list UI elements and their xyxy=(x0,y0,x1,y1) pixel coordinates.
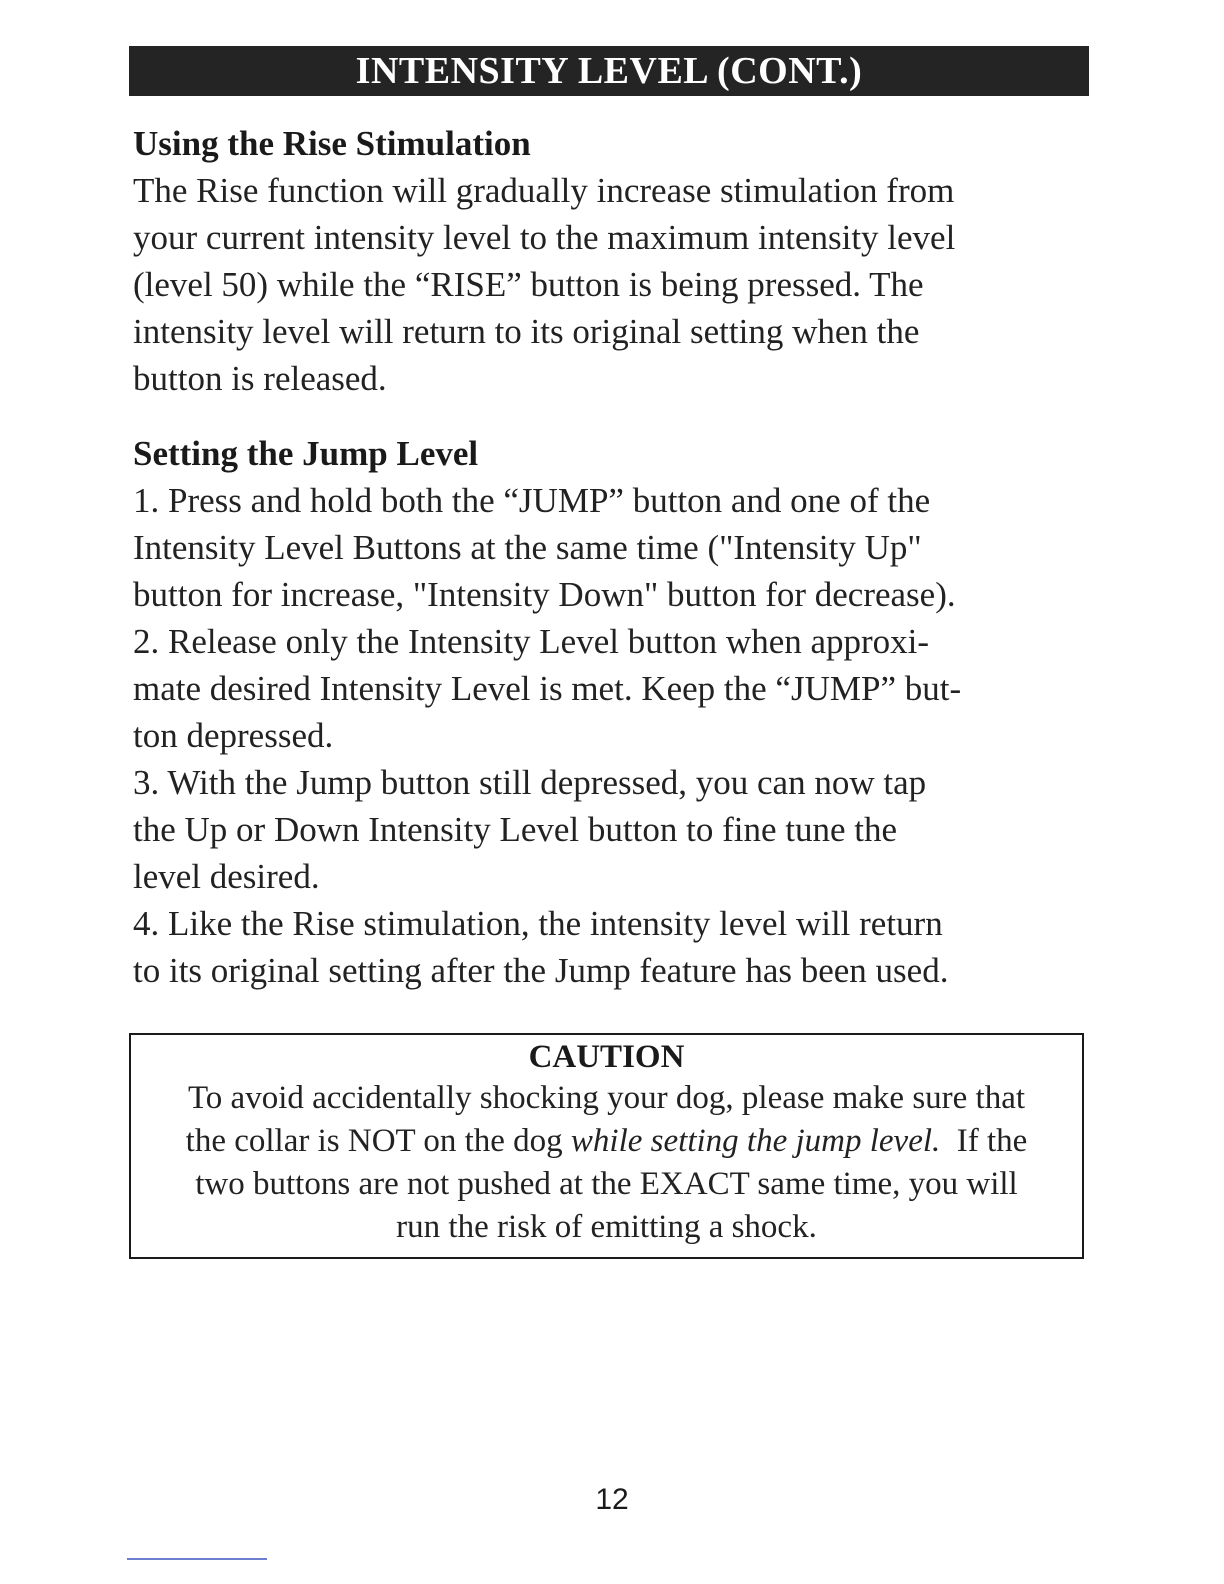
rise-line-1: The Rise function will gradually increase stimulation from xyxy=(133,171,955,210)
jump-line-9: level desired. xyxy=(133,857,320,896)
caution-line-2 xyxy=(139,1120,1074,1163)
jump-line-8: the Up or Down Intensity Level button to fine tune the xyxy=(133,810,898,849)
page-number: 12 xyxy=(595,1483,629,1516)
caution-line-2-end: If the xyxy=(940,1123,1028,1159)
jump-line-7: 3. With the Jump button still depressed, you can now tap xyxy=(133,763,927,802)
jump-line-3: button for increase, "Intensity Down" button for decrease). xyxy=(133,575,956,614)
rise-line-4: intensity level will return to its original setting when the xyxy=(133,312,920,351)
jump-line-4: 2. Release only the Intensity Level button when approxi- xyxy=(133,622,930,661)
caution-text xyxy=(131,1077,1082,1249)
caution-line-2-start: the collar is NOT on the dog xyxy=(185,1123,571,1159)
jump-line-10: 4. Like the Rise stimulation, the intensity level will return xyxy=(133,904,943,943)
rise-line-2: your current intensity level to the maximum intensity level xyxy=(133,218,956,257)
jump-line-6: ton depressed. xyxy=(133,716,334,755)
caution-title: CAUTION xyxy=(528,1039,685,1075)
caution-line-3: two buttons are not pushed at the EXACT same time, you will xyxy=(195,1166,1018,1202)
section-header-title: INTENSITY LEVEL (CONT.) xyxy=(355,50,863,92)
caution-box xyxy=(129,1033,1084,1259)
jump-section xyxy=(133,430,1083,994)
jump-line-11: to its original setting after the Jump feature has been used. xyxy=(133,951,949,990)
section-spacer xyxy=(133,402,1083,430)
caution-line-2-italic: while setting the jump level. xyxy=(570,1123,941,1159)
jump-line-2: Intensity Level Buttons at the same time ("Intensity Up" xyxy=(133,528,922,567)
caution-line-1: To avoid accidentally shocking your dog, please make sure that xyxy=(187,1080,1026,1116)
rise-section xyxy=(133,120,1083,402)
rise-line-5: button is released. xyxy=(133,359,387,398)
footer-rule xyxy=(127,1558,267,1560)
section-header-bar xyxy=(129,46,1089,96)
rise-line-3: (level 50) while the “RISE” button is being pressed. The xyxy=(133,265,924,304)
jump-line-1: 1. Press and hold both the “JUMP” button and one of the xyxy=(133,481,931,520)
jump-heading: Setting the Jump Level xyxy=(133,434,479,473)
rise-heading: Using the Rise Stimulation xyxy=(133,124,531,163)
page-content xyxy=(133,120,1083,994)
jump-line-5: mate desired Intensity Level is met. Keep the “JUMP” but- xyxy=(133,669,962,708)
caution-line-4: run the risk of emitting a shock. xyxy=(396,1209,817,1245)
